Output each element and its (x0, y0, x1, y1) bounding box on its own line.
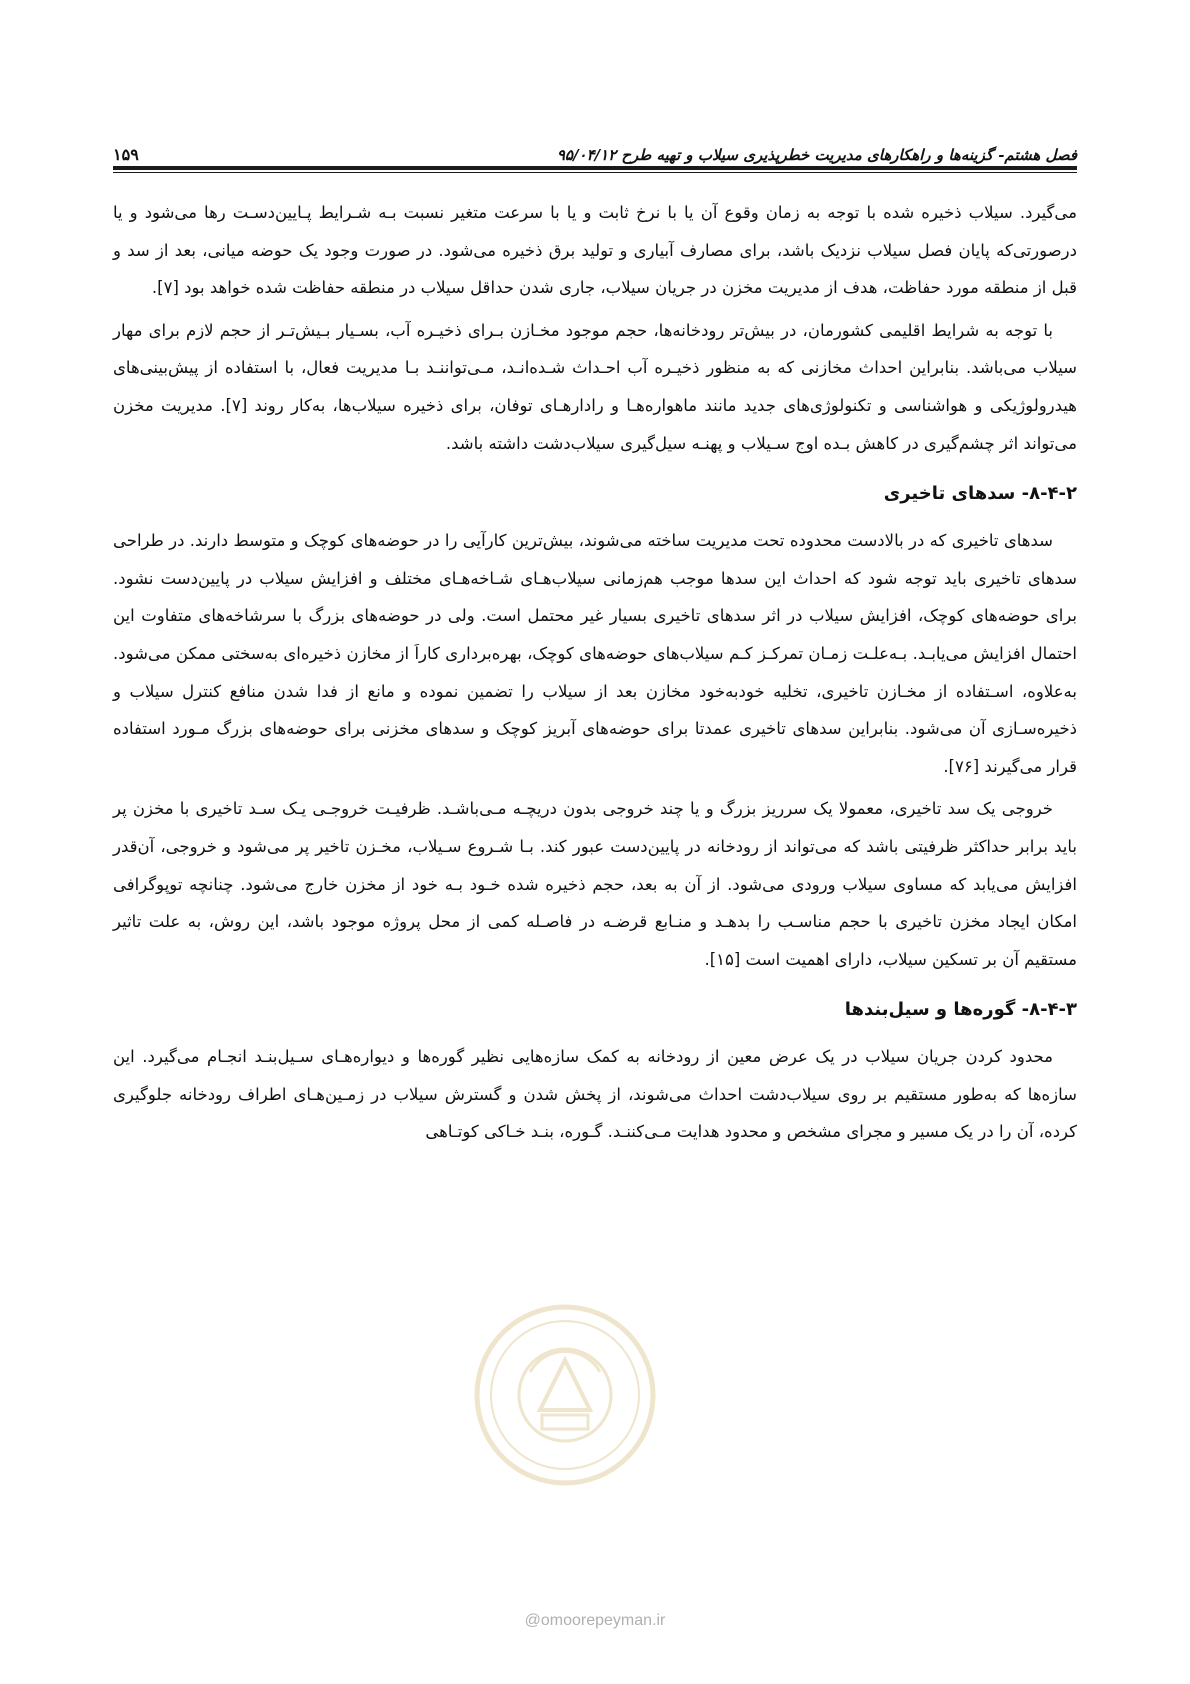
header-rule-thick (113, 166, 1077, 170)
page-number: ۱۵۹ (113, 145, 139, 164)
header-chapter-title: فصل هشتم- گزینه‌ها و راهکارهای مدیریت خطرپذیری سیلاب و تهیه طرح ۹۵/۰۴/۱۲ (556, 146, 1077, 164)
section-heading-delay-dams: ۸-۴-۲- سدهای تاخیری (883, 483, 1077, 505)
watermark-site-text: @omoorepeyman.ir (524, 1612, 666, 1629)
paragraph-2: با توجه به شرایط اقلیمی کشورمان، در بیش‌تر رودخانه‌ها، حجم موجود مخـازن بـرای ذخیـره آب، بسـیار بـیش‌تـر از حجم لازم برای مهار سیلاب می‌باشد. بنابراین احداث مخازنی که به منظور ذخیـره آب احـداث شـده‌انـد، مـی‌تواننـد بـا مدیریت فعال، با استفاده از پیش‌بینی‌های هیدرولوژیکی و هواشناسی و تکنولوژی‌های جدید مانند ماهواره‌هـا و رادارهـای توفان، برای ذخیره سیلاب‌ها، به‌کار روند [۷]. مدیریت مخزن می‌تواند اثر چشم‌گیری در کاهش بـده اوج سـیلاب و پهنـه سیل‌گیری سیلاب‌دشت داشته باشد. (113, 320, 1077, 453)
header-rule-thin (113, 172, 1077, 173)
body-text (113, 194, 1077, 1156)
paragraph-1: می‌گیرد. سیلاب ذخیره شده با توجه به زمان وقوع آن یا با نرخ ثابت و یا با سرعت متغیر نسبت بـه شـرایط پـایین‌دسـت رها می‌شود و یا درصورتی‌که پایان فصل سیلاب نزدیک باشد، برای مصارف آبیاری و تولید برق ذخیره می‌شود. در صورت وجود یک حوضه میانی، بعد از سد و قبل از منطقه مورد حفاظت، هدف از مدیریت مخزن در جریان سیلاب، جاری شدن حداقل سیلاب در منطقه حفاظت شده خواهد بود [۷]. (113, 203, 1077, 298)
seal-logo-icon (470, 1300, 660, 1490)
section-heading-levees: ۸-۴-۳- گوره‌ها و سیل‌بندها (844, 999, 1077, 1021)
paragraph-4: خروجی یک سد تاخیری، معمولا یک سرریز بزرگ و یا چند خروجی بدون دریچـه مـی‌باشـد. ظرفیـت خروجـی یـک سـد تاخیری با مخزن پر باید برابر حداکثر ظرفیتی باشد که می‌تواند از رودخانه در پایین‌دست عبور کند. بـا شـروع سـیلاب، مخـزن تاخیر پر می‌شود و خروجی، آن‌قدر افزایش می‌یابد که مساوی سیلاب ورودی می‌شود. از آن به بعد، حجم ذخیره شده خـود بـه خود از مخزن خارج می‌شود. چنانچه توپوگرافی امکان ایجاد مخزن تاخیری با حجم مناسـب را بدهـد و منـابع قرضـه در فاصـله کمی از محل پروژه موجود باشد، این روش، به علت تاثیر مستقیم آن بر تسکین سیلاب، دارای اهمیت است [۱۵]. (113, 799, 1077, 969)
paragraph-3: سدهای تاخیری که در بالادست محدوده تحت مدیریت ساخته می‌شوند، بیش‌ترین کارآیی را در حوضه‌های کوچک و متوسط دارند. در طراحی سدهای تاخیری باید توجه شود که احداث این سدها موجب هم‌زمانی سیلاب‌هـای شـاخه‌هـای مختلف و افزایش سیلاب در پایین‌دست نشود. برای حوضه‌های کوچک، افزایش سیلاب در اثر سدهای تاخیری بسیار غیر محتمل است. ولی در حوضه‌های بزرگ با سرشاخه‌های متفاوت این احتمال افزایش می‌یابـد. بـه‌علـت زمـان تمرکـز کـم سیلاب‌های حوضه‌های کوچک، بهره‌برداری کاراَ از مخازن ذخیره‌ای به‌سختی ممکن می‌شود. به‌علاوه، اسـتفاده از مخـازن تاخیری، تخلیه خودبه‌خود مخازن بعد از سیلاب را تضمین نموده و مانع از فدا شدن منافع کنترل سیلاب و ذخیره‌سـازی آن می‌شود. بنابراین سدهای تاخیری عمدتا برای حوضه‌های آبریز کوچک و سدهای مخزنی برای حوضه‌های بزرگ مـورد استفاده قرار می‌گیرند [۷۶]. (113, 531, 1077, 776)
paragraph-5: محدود کردن جریان سیلاب در یک عرض معین از رودخانه به کمک سازه‌هایی نظیر گوره‌ها و دیواره‌هـای سـیل‌بنـد انجـام می‌گیرد. این سازه‌ها که به‌طور مستقیم بر روی سیلاب‌دشت احداث می‌شوند، از پخش شدن و گسترش سیلاب در زمـین‌هـای اطراف رودخانه جلوگیری کرده، آن را در یک مسیر و مجرای مشخص و محدود هدایت مـی‌کننـد. گـوره، بنـد خـاکی کوتـاهی (113, 1047, 1077, 1142)
page-header (113, 130, 1077, 164)
